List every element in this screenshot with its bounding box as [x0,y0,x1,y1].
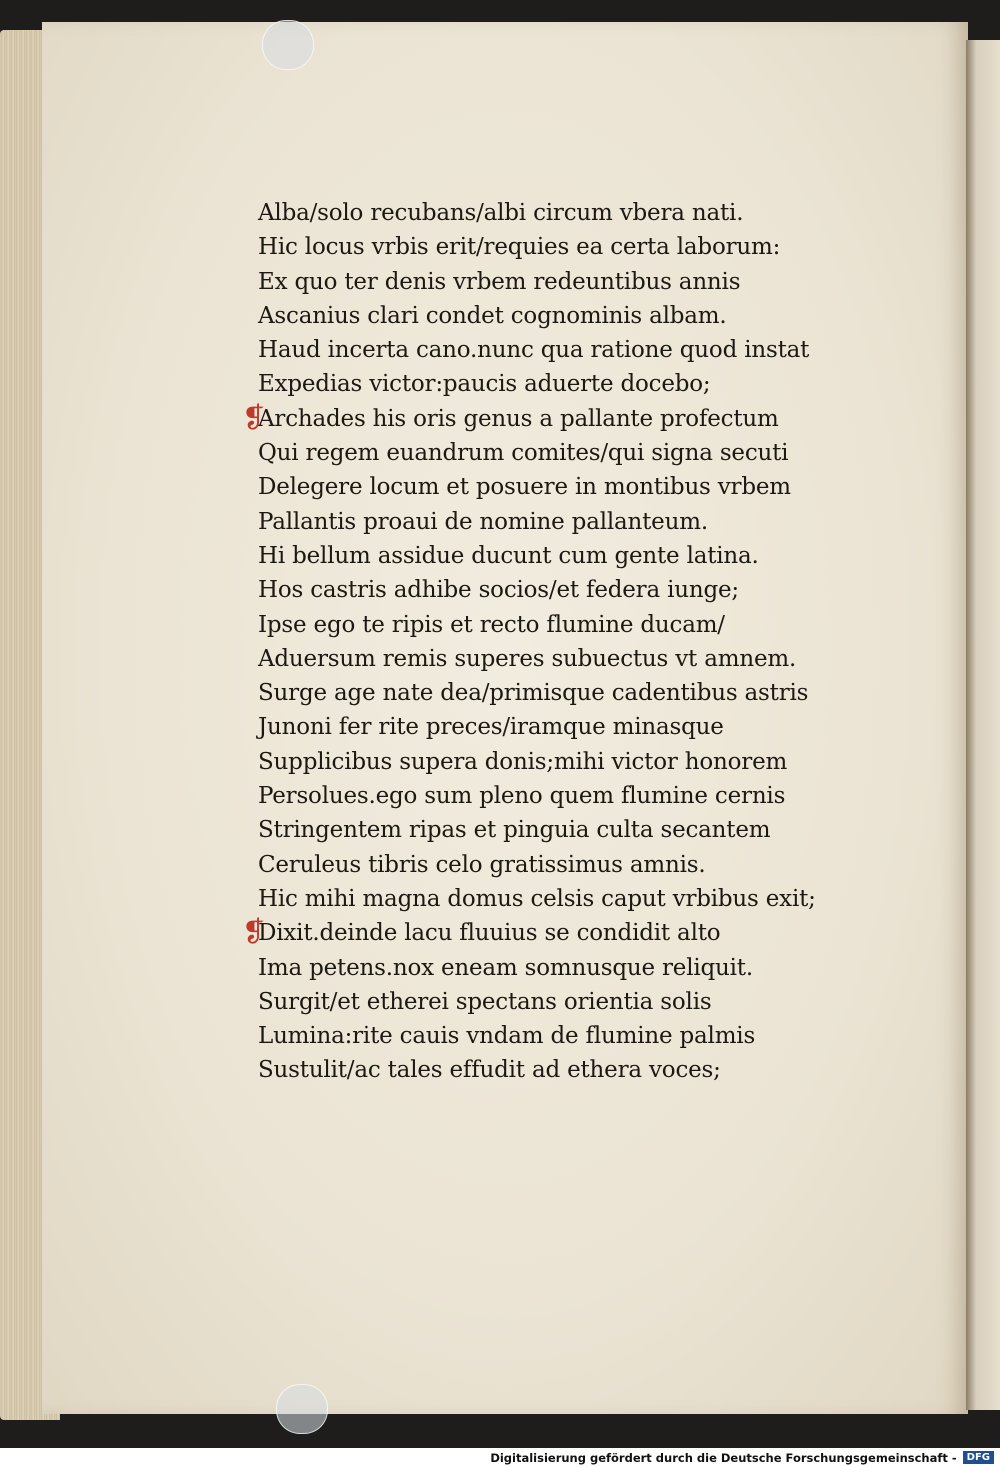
verse-text: Ima petens.nox eneam somnusque reliquit. [258,954,753,981]
verse-line [258,676,818,710]
verse-text: Expedias victor:paucis aduerte docebo; [258,371,711,398]
verse-text: Alba/solo recubans/albi circum vbera nati. [258,200,744,226]
verse-text: Ex quo ter denis vrbem redeuntibus annis [258,268,741,295]
rubric-paragraph-mark-icon: ❡ [242,917,266,949]
verse-text: Qui regem euandrum comites/qui signa secuti [258,440,789,467]
verse-line [258,505,818,539]
verse-text: Ipse ego te ripis et recto flumine ducam/ [258,611,725,638]
verse-line [258,299,818,333]
verse-text: Stringentem ripas et pinguia culta secantem [258,817,771,844]
verse-text: Surge age nate dea/primisque cadentibus astris [258,680,809,707]
verse-text: Aduersum remis superes subuectus vt amnem. [258,645,797,672]
verse-text: Ceruleus tibris celo gratissimus amnis. [258,851,706,878]
verse-line [258,642,818,676]
verse-line [258,196,818,230]
dfg-logo-icon: DFG [963,1451,994,1464]
verse-text: Lumina:rite cauis vndam de flumine palmis [258,1023,756,1050]
verse-text: Hi bellum assidue ducunt cum gente latina. [258,542,759,569]
verse-line [258,539,818,573]
verse-line [258,608,818,642]
footer-credit: Digitalisierung gefördert durch die Deutsche Forschungsgemeinschaft - [490,1450,957,1465]
verse-line [258,779,818,813]
page-gutter [966,40,1000,1410]
verse-text: Pallantis proaui de nomine pallanteum. [258,508,708,535]
verse-text: Hic locus vrbis erit/requies ea certa laborum: [258,234,781,261]
verse-line [258,882,818,916]
clip-top [262,20,314,70]
verse-line [258,1053,818,1087]
verse-line [258,436,818,470]
verse-line [258,985,818,1019]
verse-line [258,813,818,847]
verse-line [242,916,818,950]
verse-text: Dixit.deinde lacu fluuius se condidit alto [258,920,721,947]
verse-text: Hic mihi magna domus celsis caput vrbibus exit; [258,885,816,912]
verse-line [258,367,818,401]
verse-line [258,848,818,882]
verse-line [242,402,818,436]
verse-text: Delegere locum et posuere in montibus vrbem [258,474,791,501]
verse-text: Ascanius clari condet cognominis albam. [258,302,727,329]
verse-line [258,265,818,299]
verse-block [242,196,818,1088]
verse-text: Persolues.ego sum pleno quem flumine cernis [258,783,786,810]
verse-text: Supplicibus supera donis;mihi victor honorem [258,748,788,775]
verse-line [258,230,818,264]
verse-line [258,573,818,607]
rubric-paragraph-mark-icon: ❡ [242,402,266,434]
verse-line [258,745,818,779]
verse-line [258,951,818,985]
verse-line [258,1019,818,1053]
footer-bar [0,1448,1000,1467]
verse-text: Surgit/et etherei spectans orientia solis [258,988,712,1015]
verse-line [258,470,818,504]
verse-text: Sustulit/ac tales effudit ad ethera voces; [258,1057,721,1084]
verse-text: Junoni fer rite preces/iramque minasque [258,714,724,741]
verse-line [258,710,818,744]
verse-text: Hos castris adhibe socios/et federa iunge; [258,577,739,604]
verse-text: Haud incerta cano.nunc qua ratione quod instat [258,337,810,364]
verse-text: Archades his oris genus a pallante profectum [258,405,779,432]
clip-bottom [276,1384,328,1434]
verse-line [258,333,818,367]
